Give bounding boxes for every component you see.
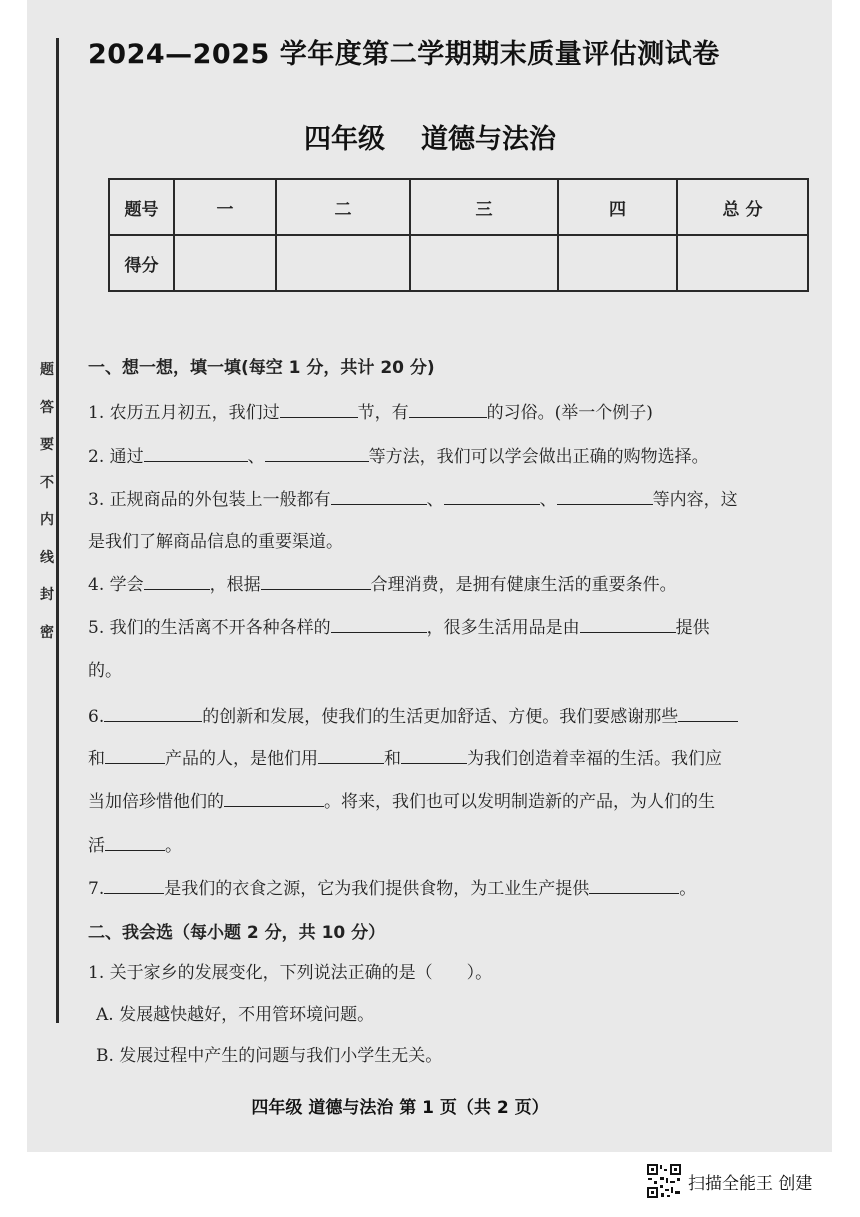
q7-text: 。 xyxy=(679,879,697,899)
answer-blank[interactable] xyxy=(557,488,653,505)
binding-char: 线 xyxy=(40,549,54,566)
answer-blank[interactable] xyxy=(401,747,467,764)
qr-code-icon xyxy=(646,1163,682,1199)
section2-heading: 二、我会选（每小题 2 分，共 10 分） xyxy=(88,923,386,943)
score-cell[interactable] xyxy=(558,235,677,291)
section1-heading: 一、想一想，填一填(每空 1 分，共计 20 分) xyxy=(88,358,435,378)
camscanner-watermark xyxy=(646,1163,812,1199)
binding-line xyxy=(56,38,59,1023)
answer-blank[interactable] xyxy=(104,877,164,894)
q6-text: 为我们创造着幸福的生活。我们应 xyxy=(467,749,722,769)
q6-text: 产品的人，是他们用 xyxy=(165,749,318,769)
answer-blank[interactable] xyxy=(224,790,324,807)
score-table xyxy=(108,178,809,292)
answer-blank[interactable] xyxy=(261,573,371,590)
q6-text: 当加倍珍惜他们的 xyxy=(88,792,224,812)
question-3 xyxy=(88,485,738,510)
question-5-cont: 的。 xyxy=(88,661,122,681)
score-header-cell: 一 xyxy=(174,179,276,235)
question-5 xyxy=(88,613,710,638)
exam-subtitle xyxy=(0,117,860,156)
binding-char: 题 xyxy=(40,362,54,378)
q2-text: 等方法，我们可以学会做出正确的购物选择。 xyxy=(368,447,709,467)
q1-text: 的习俗。(举一个例子) xyxy=(486,403,653,423)
q3-text: 、 xyxy=(426,490,444,510)
watermark-text: 扫描全能王 创建 xyxy=(688,1173,813,1194)
answer-blank[interactable] xyxy=(144,573,210,590)
binding-char: 封 xyxy=(40,587,54,603)
answer-blank[interactable] xyxy=(409,401,487,418)
score-header-cell: 三 xyxy=(410,179,558,235)
q3-text: 、 xyxy=(539,490,557,510)
exam-title: 2024—2025 学年度第二学期期末质量评估测试卷 xyxy=(88,39,720,70)
answer-blank[interactable] xyxy=(678,705,738,722)
question-3-cont: 是我们了解商品信息的重要渠道。 xyxy=(88,532,343,552)
q6-text: 和 xyxy=(88,749,105,769)
q3-text: 3. 正规商品的外包装上一般都有 xyxy=(88,490,331,510)
score-header-cell: 二 xyxy=(276,179,410,235)
q5-text: 提供 xyxy=(675,618,710,638)
q4-text: 合理消费，是拥有健康生活的重要条件。 xyxy=(370,575,677,595)
binding-char: 答 xyxy=(40,399,54,416)
q5-text: ，很多生活用品是由 xyxy=(426,618,580,638)
answer-blank[interactable] xyxy=(280,401,358,418)
score-table-score-row xyxy=(109,235,808,291)
answer-blank[interactable] xyxy=(580,616,676,633)
answer-blank[interactable] xyxy=(144,445,248,462)
q5-text: 5. 我们的生活离不开各种各样的 xyxy=(88,618,331,638)
mc-option-b[interactable]: B. 发展过程中产生的问题与我们小学生无关。 xyxy=(96,1046,443,1066)
q6-text: 6. xyxy=(88,707,105,727)
q6-text: 和 xyxy=(384,749,401,769)
q1-text: 节，有 xyxy=(357,403,409,423)
score-cell[interactable] xyxy=(410,235,558,291)
q6-text: 。将来，我们也可以发明制造新的产品，为人们的生 xyxy=(324,792,715,812)
score-header-cell: 题号 xyxy=(109,179,174,235)
q7-text: 是我们的衣食之源，它为我们提供食物，为工业生产提供 xyxy=(164,879,590,899)
q4-text: ，根据 xyxy=(209,575,261,595)
answer-blank[interactable] xyxy=(589,877,679,894)
answer-blank[interactable] xyxy=(444,488,540,505)
score-table-header-row xyxy=(109,179,808,235)
binding-char: 密 xyxy=(40,624,54,641)
score-cell[interactable] xyxy=(677,235,808,291)
binding-notice xyxy=(38,352,56,652)
page-footer: 四年级 道德与法治 第 1 页（共 2 页） xyxy=(251,1098,549,1118)
question-4 xyxy=(88,570,677,595)
q1-text: 1. 农历五月初五，我们过 xyxy=(88,403,280,423)
question-6-line2 xyxy=(88,744,722,769)
answer-blank[interactable] xyxy=(105,747,165,764)
answer-blank[interactable] xyxy=(105,834,165,851)
q6-text: 的创新和发展，使我们的生活更加舒适、方便。我们要感谢那些 xyxy=(202,707,679,727)
answer-blank[interactable] xyxy=(265,445,369,462)
question-6-line4 xyxy=(88,831,182,856)
q7-text: 7. xyxy=(88,879,105,899)
answer-blank[interactable] xyxy=(318,747,384,764)
question-6-line3 xyxy=(88,787,715,812)
answer-blank[interactable] xyxy=(331,616,427,633)
question-6 xyxy=(88,702,738,727)
subject-label: 道德与法治 xyxy=(421,124,556,155)
binding-char: 要 xyxy=(40,437,54,453)
binding-char: 内 xyxy=(40,512,54,528)
answer-blank[interactable] xyxy=(331,488,427,505)
answer-blank[interactable] xyxy=(104,705,202,722)
q6-text: 。 xyxy=(165,836,182,856)
question-2 xyxy=(88,442,709,467)
question-7 xyxy=(88,874,696,899)
question-1 xyxy=(88,398,653,423)
q4-text: 4. 学会 xyxy=(88,575,144,595)
mc-option-a[interactable]: A. 发展越快越好，不用管环境问题。 xyxy=(96,1005,375,1025)
score-header-cell: 总 分 xyxy=(677,179,808,235)
q6-text: 活 xyxy=(88,836,105,856)
score-cell[interactable] xyxy=(276,235,410,291)
mc-question-1: 1. 关于家乡的发展变化，下列说法正确的是（ ）。 xyxy=(88,963,493,983)
score-row-label: 得分 xyxy=(109,235,174,291)
score-header-cell: 四 xyxy=(558,179,677,235)
grade-label: 四年级 xyxy=(304,124,385,155)
q3-text: 等内容，这 xyxy=(652,490,738,510)
binding-char: 不 xyxy=(40,474,54,491)
q2-text: 、 xyxy=(247,447,265,467)
q2-text: 2. 通过 xyxy=(88,447,144,467)
score-cell[interactable] xyxy=(174,235,276,291)
